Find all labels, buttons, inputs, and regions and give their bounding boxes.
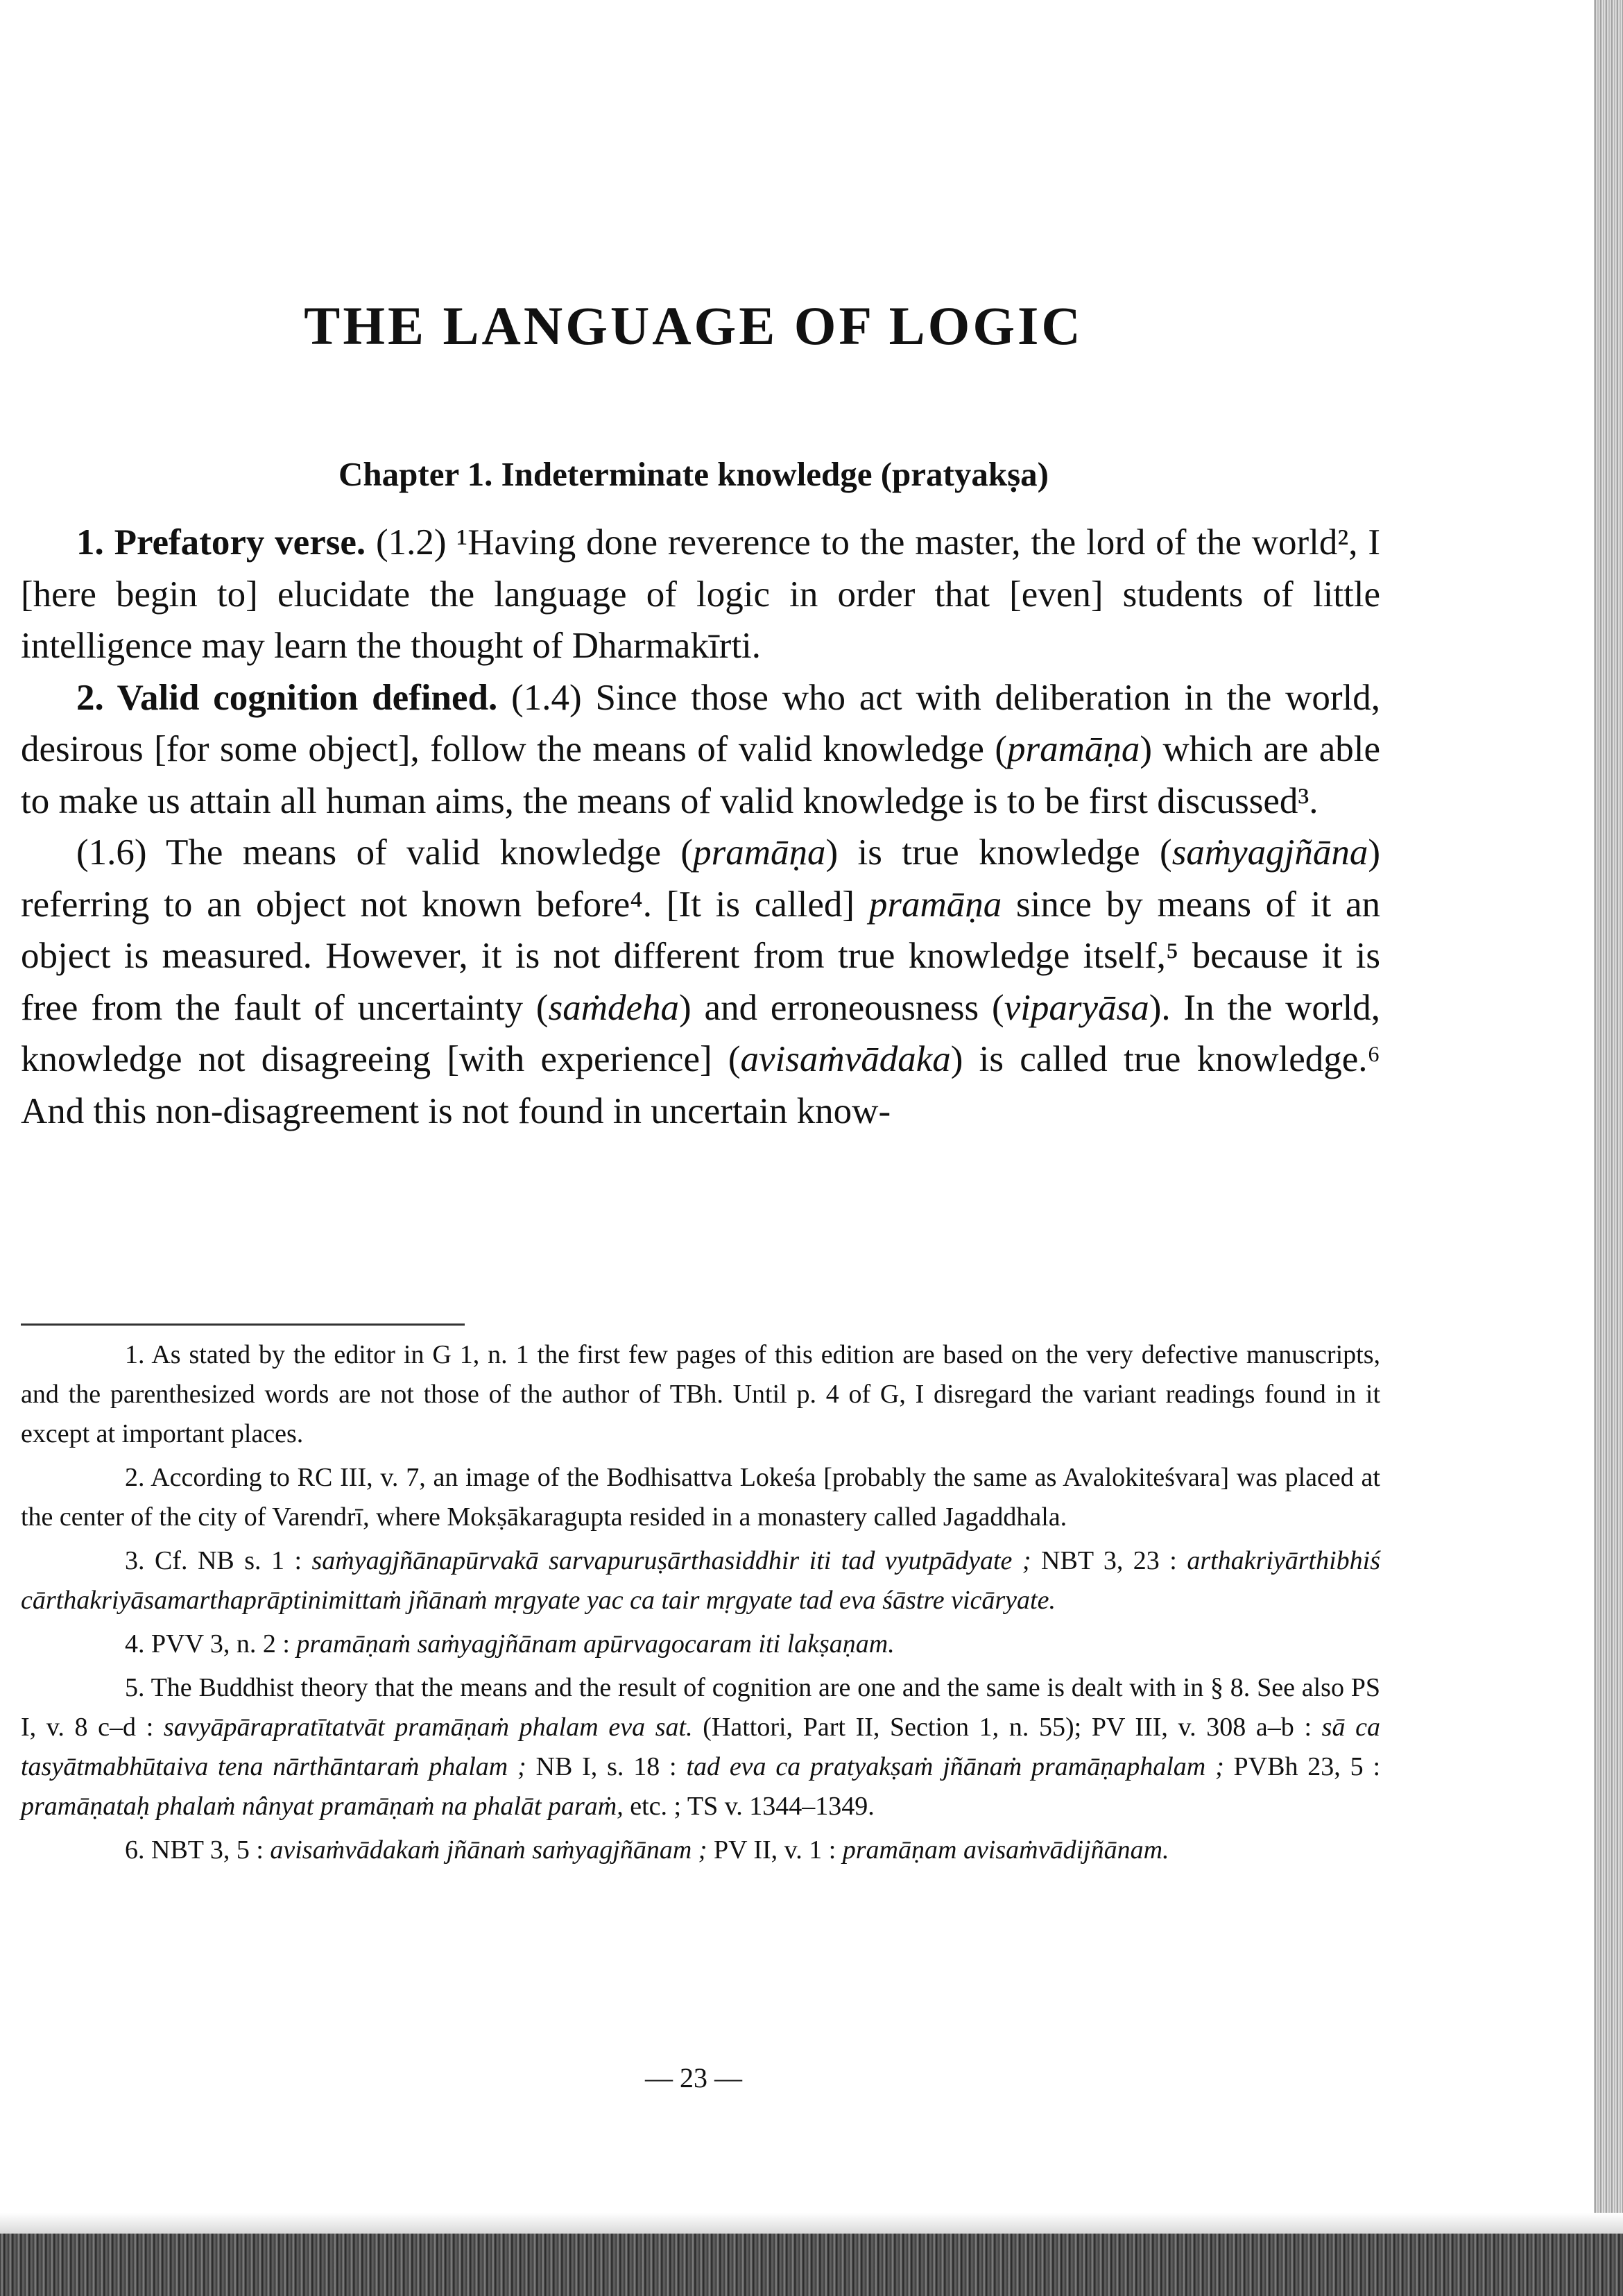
paragraph-valid-cognition [21,672,1380,828]
chapter-heading: Chapter 1. Indeterminate knowledge (pratyakṣa) [338,455,1049,493]
sanskrit-quote: arthakriyārthibhiś cārthakriyāsamarthaprāptinimittaṁ jñānaṁ mṛgyate yac ca tair mṛgyate tad eva śāstre vicāryate. [21,1546,1380,1615]
sanskrit-quote: sā ca tasyātmabhūtaiva tena nārthāntaraṁ phalam ; [21,1713,1380,1781]
footnote-4 [21,1625,1380,1664]
text-run: NBT 3, 23 : [1031,1546,1187,1575]
text-run: 3. Cf. NB s. 1 : [125,1546,312,1575]
term-samyagjnana: saṁyagjñāna [1171,832,1368,873]
section-text-2b: ) which are able to make us attain all human aims, the means of valid knowledge is to be first discussed³. [21,729,1380,821]
text-run: NB I, s. 18 : [526,1752,687,1781]
text-run: PV II, v. 1 : [707,1835,843,1865]
footnote-3 [21,1541,1380,1620]
term-pramana: pramāṇa [868,884,1002,925]
text-run: PVBh 23, 5 : [1223,1752,1381,1781]
text-run: (1.6) The means of valid knowledge ( [76,832,694,873]
scan-edge-artifact [1594,0,1623,2296]
term-pramana: pramāṇa [693,832,826,873]
text-run: 5. The Buddhist theory that the means and the result of cognition are one and the same is dealt with in § 8. See also PS I, v. 8 c–d : [21,1673,1380,1742]
section-text-1: (1.2) ¹Having done reverence to the master, the lord of the world², I [here begin to] elucidate the language of logic in order that [even] students of little intelligence may learn the thought of Dharmakīrti. [21,522,1380,666]
text-run: (Hattori, Part II, Section 1, n. 55); PV III, v. 308 a–b : [692,1713,1322,1742]
paragraph-prefatory-verse [21,517,1380,672]
term-viparyasa: viparyāsa [1004,987,1149,1028]
term-avisamvadaka: avisaṁvādaka [740,1039,951,1079]
sanskrit-quote: pramāṇam avisaṁvādijñānam. [842,1835,1169,1865]
text-run: 4. PVV 3, n. 2 : [125,1629,297,1659]
text-run: since by means of it an object is measured. However, it is not different from true knowledge itself,⁵ because it is free from the fault of uncertainty ( [21,884,1381,1028]
text-run: ) is called true knowledge.⁶ And this non-disagreement is not found in uncertain know- [21,1039,1380,1131]
paragraph-definition [21,827,1380,1137]
page-title: THE LANGUAGE OF LOGIC [304,295,1083,356]
section-heading-2: 2. Valid cognition defined. [76,677,498,718]
sanskrit-quote: pramāṇaṁ saṁyagjñānam apūrvagocaram iti lakṣaṇam. [296,1629,895,1659]
text-run: ). In the world, knowledge not disagreeing [with experience] ( [21,987,1380,1079]
text-run: 6. NBT 3, 5 : [125,1835,270,1865]
page-number: — 23 — [645,2062,742,2093]
sanskrit-quote: pramāṇataḥ phalaṁ nânyat pramāṇaṁ na phalāt paraṁ, [21,1792,624,1821]
footnotes [21,1335,1380,1874]
section-text-2a: (1.4) Since those who act with deliberation in the world, desirous [for some object], follow the means of valid knowledge ( [21,677,1380,769]
footnote-2: 2. According to RC III, v. 7, an image of the Bodhisattva Lokeśa [probably the same as Avalokiteśvara] was placed at the center of the city of Varendrī, where Mokṣākaragupta resided in a monastery called Jagaddhala. [21,1463,1380,1532]
footnote-separator [21,1323,465,1326]
sanskrit-quote: saṁyagjñānapūrvakā sarvapuruṣārthasiddhir iti tad vyutpādyate ; [311,1546,1031,1575]
text-run: ) referring to an object not known before⁴. [It is called] [21,832,1380,925]
text-run: ) is true knowledge ( [825,832,1172,873]
term-pramana: pramāṇa [1007,729,1140,769]
sanskrit-quote: savyāpārapratītatvāt pramāṇaṁ phalam eva sat. [163,1713,693,1742]
sanskrit-quote: avisaṁvādakaṁ jñānaṁ saṁyagjñānam ; [270,1835,707,1865]
sanskrit-quote: tad eva ca pratyakṣaṁ jñānaṁ pramāṇaphalam ; [686,1752,1224,1781]
text-run: etc. ; TS v. 1344–1349. [623,1792,875,1821]
scan-bottom-artifact [0,2234,1623,2296]
text-run: ) and erroneousness ( [679,987,1004,1028]
body-text [21,517,1380,1137]
footnote-6 [21,1831,1380,1870]
footnote-5 [21,1668,1380,1826]
footnote-1: 1. As stated by the editor in G 1, n. 1 the first few pages of this edition are based on the very defective manuscripts, and the parenthesized words are not those of the author of TBh. Until p. 4 of G, I disregard the variant readings found in it except at important places. [21,1340,1380,1448]
term-samdeha: saṁdeha [548,987,680,1028]
section-heading-1: 1. Prefatory verse. [76,522,366,563]
